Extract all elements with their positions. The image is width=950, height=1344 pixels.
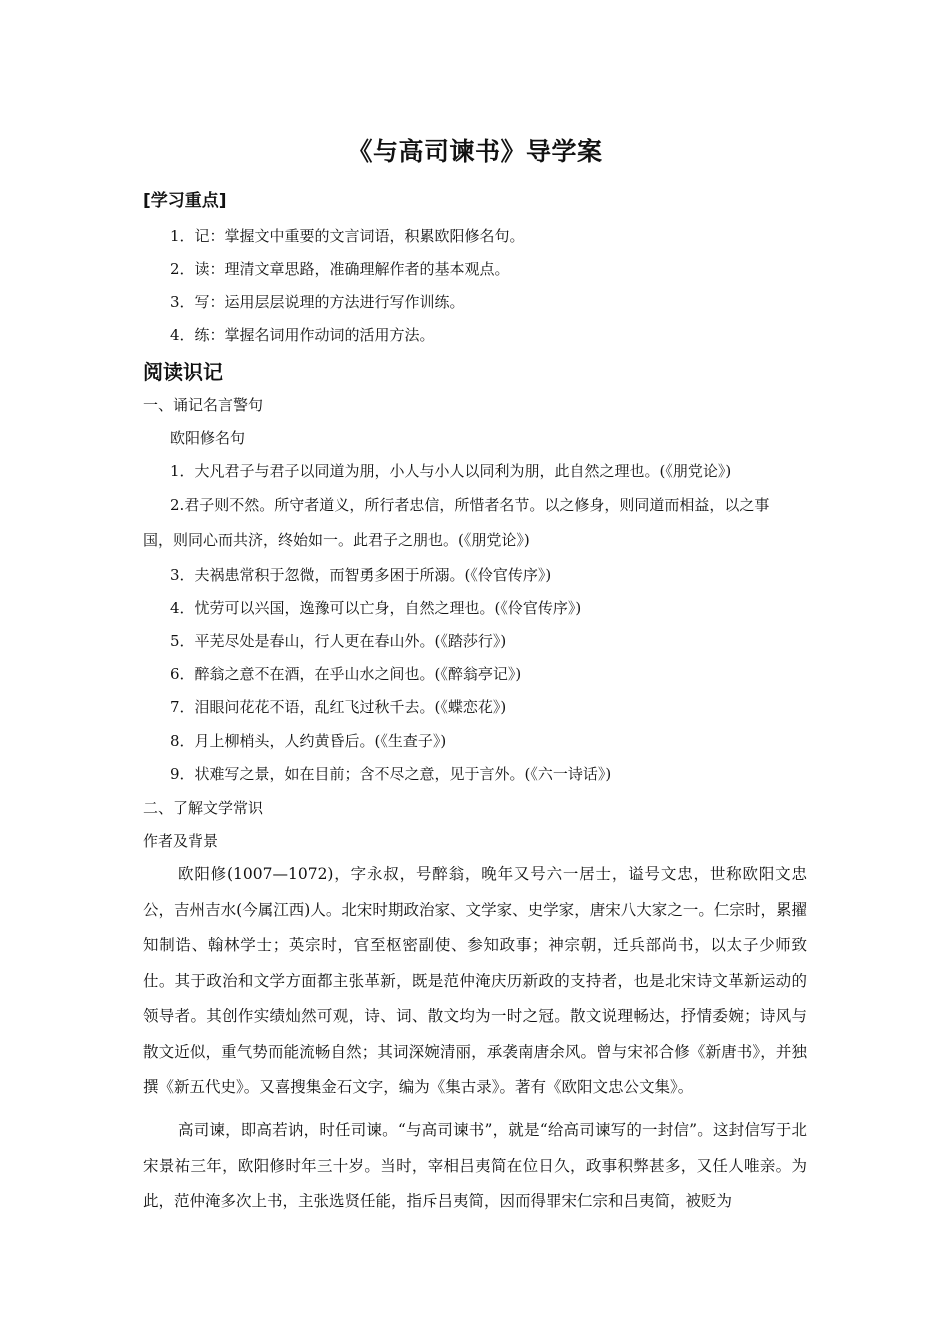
author-background-paragraph: 欧阳修(1007—1072)，字永叔，号醉翁，晚年又号六一居士，谥号文忠，世称欧阳文忠公，吉州吉水(今属江西)人。北宋时期政治家、文学家、史学家，唐宋八大家之一。仁宗时，累擢知制诰、翰林学士；英宗时，官至枢密副使、参知政事；神宗朝，迁兵部尚书，以太子少师致仕。其于政治和文学方面都主张革新，既是范仲淹庆历新政的支持者，也是北宋诗文革新运动的领导者。其创作实绩灿然可观，诗、词、散文均为一时之冠。散文说理畅达，抒情委婉；诗风与散文近似，重气势而能流畅自然；其词深婉清丽，承袭南唐余风。曾与宋祁合修《新唐书》，并独撰《新五代史》。又喜搜集金石文字，编为《集古录》。著有《欧阳文忠公文集》。 [143,865,807,1096]
quote-line: 1．大凡君子与君子以同道为朋，小人与小人以同利为朋，此自然之理也。(《朋党论》) [170,462,732,480]
quote-line: 3．夫祸患常积于忽微，而智勇多困于所溺。(《伶官传序》) [170,566,552,584]
part2-title: 二、了解文学常识 [143,799,264,817]
focus-item: 2．读：理清文章思路，准确理解作者的基本观点。 [170,260,510,278]
quote-line: 5．平芜尽处是春山，行人更在春山外。(《踏莎行》) [170,632,507,650]
quote-line: 7．泪眼问花花不语，乱红飞过秋千去。(《蝶恋花》) [170,698,507,716]
quote-line: 4．忧劳可以兴国，逸豫可以亡身，自然之理也。(《伶官传序》) [170,599,582,617]
quote-line: 2.君子则不然。所守者道义，所行者忠信，所惜者名节。以之修身，则同道而相益，以之事 [170,496,770,514]
letter-background-paragraph: 高司谏，即高若讷，时任司谏。“与高司谏书”，就是“给高司谏写的一封信”。这封信写于北宋景祐三年，欧阳修时年三十岁。当时，宰相吕夷简在位日久，政事积弊甚多，又任人唯亲。为此，范仲淹多次上书，主张选贤任能，指斥吕夷简，因而得罪宋仁宗和吕夷简，被贬为 [143,1121,807,1210]
document-title: 《与高司谏书》导学案 [347,137,603,166]
part1-subtitle: 欧阳修名句 [170,429,246,447]
focus-item: 4．练：掌握名词用作动词的活用方法。 [170,326,435,344]
section-heading-reading: 阅读识记 [143,360,223,384]
part1-title: 一、诵记名言警句 [143,396,264,414]
focus-item: 3．写：运用层层说理的方法进行写作训练。 [170,293,465,311]
part2-subtitle: 作者及背景 [143,832,219,850]
quote-line: 6．醉翁之意不在酒，在乎山水之间也。(《醉翁亭记》) [170,665,522,683]
quote-line: 国，则同心而共济，终始如一。此君子之朋也。(《朋党论》) [143,531,530,549]
quote-line: 8．月上柳梢头，人约黄昏后。(《生查子》) [170,732,447,750]
quote-line: 9．状难写之景，如在目前；含不尽之意，见于言外。(《六一诗话》) [170,765,612,783]
section-heading-study-focus: [学习重点] [143,191,227,211]
focus-item: 1．记：掌握文中重要的文言词语，积累欧阳修名句。 [170,227,525,245]
